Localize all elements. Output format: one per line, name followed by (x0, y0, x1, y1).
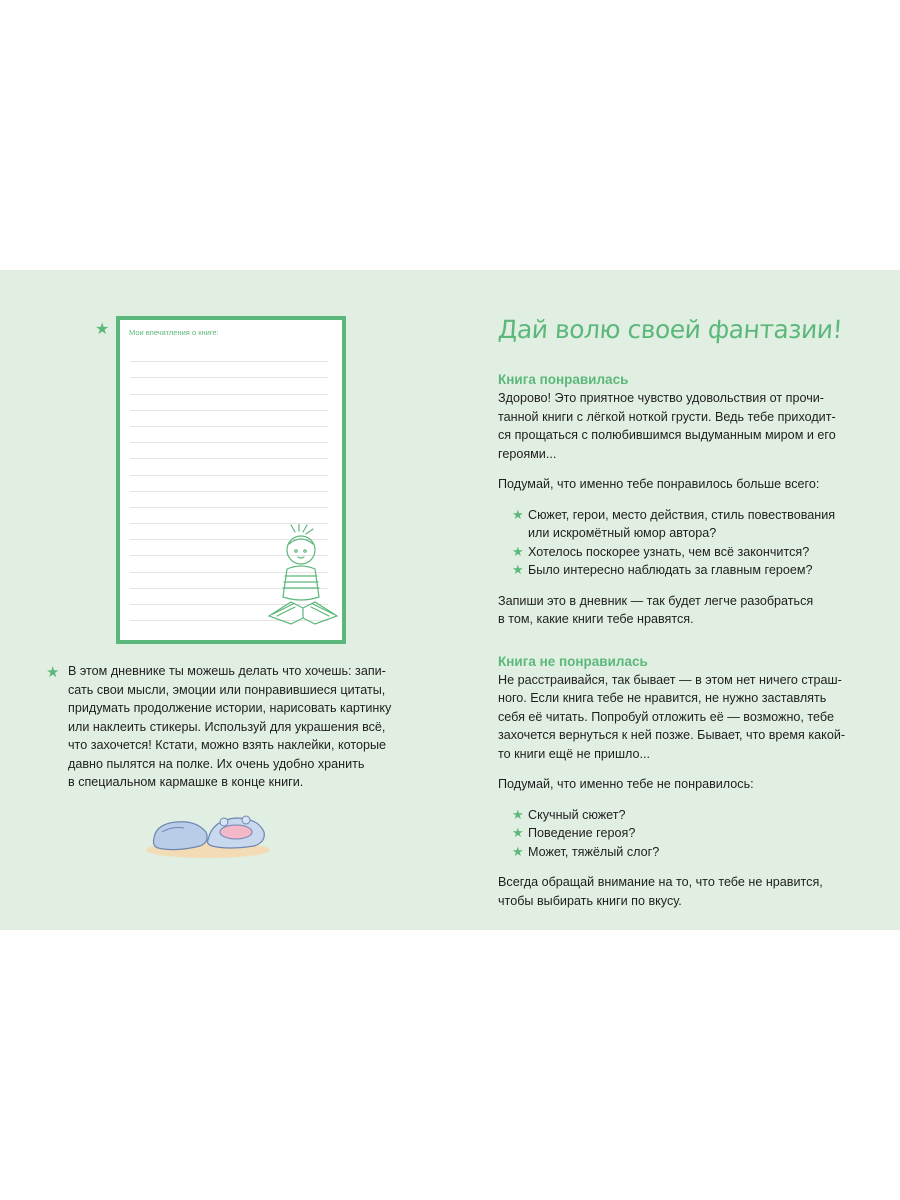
notebook-ruled-line (130, 378, 328, 394)
notebook-ruled-line (130, 346, 328, 362)
disliked-subheading: Книга не понравилась (498, 653, 648, 669)
disliked-list (498, 806, 868, 862)
star-icon: ★ (512, 562, 524, 577)
notebook-title: Мои впечатления о книге: (129, 328, 219, 337)
text-line: придумать продолжение истории, нарисовать картинку (68, 701, 392, 715)
notebook-ruled-line (130, 395, 328, 411)
impressions-notebook (116, 316, 346, 644)
girl-reading-illustration (265, 524, 340, 634)
liked-prompt: Подумай, что именно тебе понравилось больше всего: (498, 477, 820, 491)
star-icon: ★ (95, 321, 110, 338)
text-line: себя её читать. Попробуй отложить её — возможно, тебе (498, 709, 834, 724)
liked-list (498, 506, 868, 580)
notebook-ruled-line (130, 427, 328, 443)
liked-paragraph (498, 389, 868, 463)
page-spread (0, 270, 900, 930)
text-line: ся прощаться с полюбившимся выдуманным миром и его (498, 428, 836, 442)
star-icon: ★ (512, 843, 524, 859)
list-item: ★ Скучный сюжет? (512, 806, 626, 822)
notebook-ruled-line (130, 362, 328, 378)
text-line: сать свои мысли, эмоции или понравившиеся цитаты, (68, 682, 386, 697)
notebook-ruled-line (130, 492, 328, 508)
list-item: ★ Сюжет, герои, место действия, стиль повествования или искромётный юмор автора? (512, 506, 836, 540)
liked-conclusion (498, 592, 868, 629)
notebook-ruled-line (130, 443, 328, 459)
text-line: что захочется! Кстати, можно взять наклейки, которые (68, 738, 387, 752)
star-icon: ★ (512, 825, 524, 840)
star-icon: ★ (512, 806, 524, 822)
list-item: ★ Может, тяжёлый слог? (512, 843, 660, 859)
list-item: ★ Хотелось поскорее узнать, чем всё закончится? (512, 543, 810, 559)
right-page (498, 310, 868, 922)
text-line: Не расстраивайся, так бывает — в этом нет ничего страш- (498, 672, 842, 687)
text-line: чтобы выбирать книги по вкусу. (498, 893, 682, 908)
list-item: ★ Было интересно наблюдать за главным героем? (512, 562, 813, 577)
notebook-ruled-line (130, 476, 328, 492)
text-line: давно пылятся на полке. Их очень удобно хранить (68, 756, 365, 771)
text-line: то книги ещё не пришло... (498, 746, 651, 761)
star-icon: ★ (46, 664, 60, 681)
text-line: героями... (498, 446, 557, 461)
text-line: Запиши это в дневник — так будет легче разобраться (498, 593, 814, 608)
slippers-illustration (146, 810, 271, 860)
disliked-conclusion (498, 873, 868, 910)
text-line: или наклеить стикеры. Используй для украшения всё, (68, 719, 386, 734)
text-line: танной книги с лёгкой ноткой грусти. Ведь тебе приходит- (498, 409, 836, 424)
page-heading: Дай волю своей фантазии! (497, 315, 844, 344)
star-icon: ★ (512, 543, 524, 559)
notebook-ruled-line (130, 508, 328, 524)
disliked-prompt: Подумай, что именно тебе не понравилось: (498, 777, 754, 791)
text-line: Всегда обращай внимание на то, что тебе не нравится, (498, 875, 823, 889)
text-line: В этом дневнике ты можешь делать что хочешь: запи- (68, 664, 386, 678)
diary-intro-paragraph (68, 662, 398, 792)
liked-subheading: Книга понравилась (498, 372, 629, 387)
text-line: захочется вернуться к ней позже. Бывает, что время какой- (498, 728, 846, 742)
star-icon: ★ (512, 506, 524, 522)
text-line: Здорово! Это приятное чувство удовольствия от прочи- (498, 391, 824, 405)
disliked-paragraph (498, 671, 868, 764)
text-line: ного. Если книга тебе не нравится, не нужно заставлять (498, 691, 827, 705)
text-line: в том, какие книги тебе нравятся. (498, 612, 694, 626)
notebook-ruled-line (130, 411, 328, 427)
text-line: в специальном кармашке в конце книги. (68, 775, 304, 789)
notebook-ruled-line (130, 459, 328, 475)
list-item: ★ Поведение героя? (512, 825, 636, 840)
